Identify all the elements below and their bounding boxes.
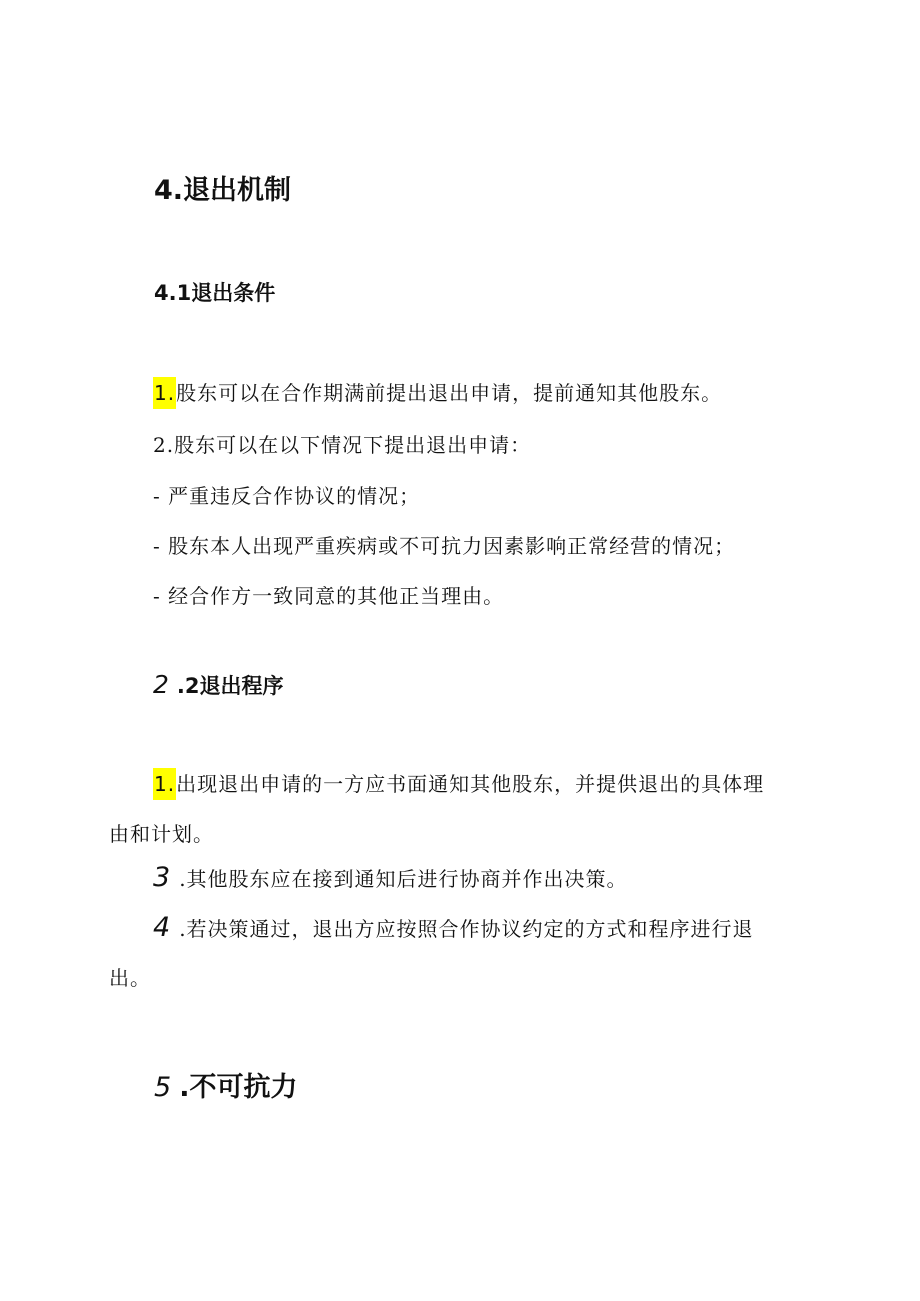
s42-paragraph-3-text: .其他股东应在接到通知后进行协商并作出决策。 [179,867,628,891]
list-item [153,580,504,609]
section-5-number: 5 [154,1072,172,1103]
s41-paragraph-1-text: 股东可以在合作期满前提出退出申请，提前通知其他股东。 [176,381,723,405]
s42-paragraph-3 [153,862,628,893]
bullet-text: - 经合作方一致同意的其他正当理由。 [153,584,505,608]
subsection-4-2-heading [153,670,284,700]
subsection-4-2-title: .2退出程序 [176,674,284,698]
list-item [153,480,420,509]
s42-paragraph-4-text: .若决策通过，退出方应按照合作协议约定的方式和程序进行退 [179,917,754,941]
s42-paragraph-4-line-1 [153,912,754,943]
highlighted-list-number: 1. [153,377,176,409]
s42-paragraph-4-number: 4 [153,912,172,943]
s42-paragraph-4-line-2 [109,962,151,991]
section-5-title: .不可抗力 [179,1072,298,1103]
subsection-4-1-heading [154,277,275,307]
subsection-4-2-number: 2 [153,670,169,699]
section-4-title: 4.退出机制 [154,175,292,206]
s41-paragraph-1 [153,377,722,406]
s42-paragraph-1-continuation: 由和计划。 [109,822,214,846]
s42-paragraph-1-line-1 [153,768,764,797]
s42-paragraph-3-number: 3 [153,862,172,893]
s41-paragraph-2-text: 2.股东可以在以下情况下提出退出申请： [153,433,532,457]
highlighted-list-number: 1. [153,768,176,800]
subsection-4-1-title: 4.1退出条件 [154,281,276,305]
section-5-heading [154,1065,297,1104]
section-4-heading [154,168,291,207]
s42-paragraph-4-continuation: 出。 [109,966,151,990]
s42-paragraph-1-line-2 [109,818,214,847]
s42-paragraph-1-text: 出现退出申请的一方应书面通知其他股东，并提供退出的具体理 [176,772,765,796]
bullet-text: - 严重违反合作协议的情况； [153,484,421,508]
s41-paragraph-2 [153,429,531,458]
bullet-text: - 股东本人出现严重疾病或不可抗力因素影响正常经营的情况； [153,534,736,558]
list-item [153,530,735,559]
